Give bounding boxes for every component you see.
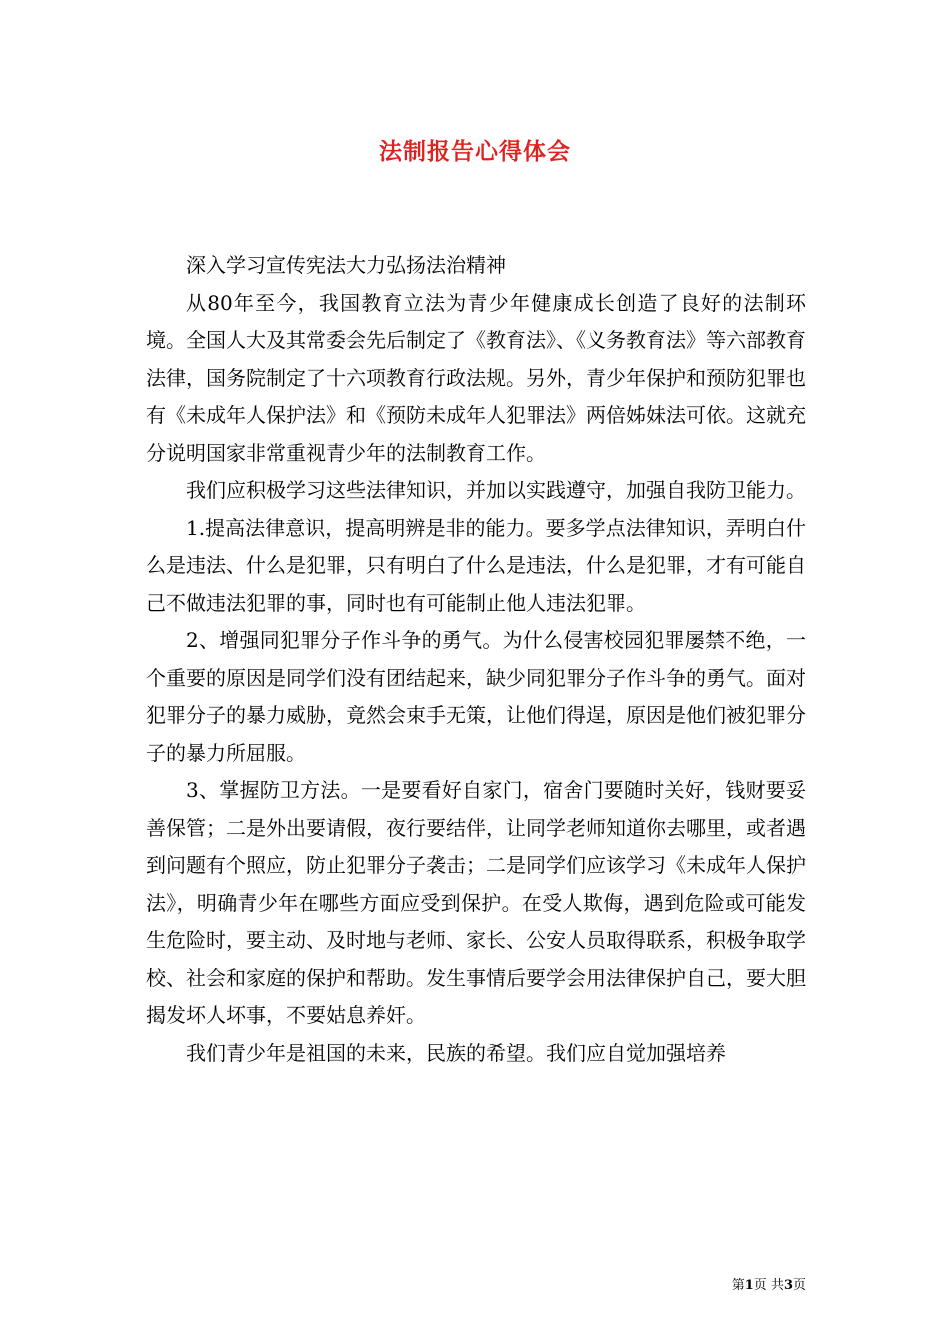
paragraph: 1.提高法律意识，提高明辨是非的能力。要多学点法律知识，弄明白什么是违法、什么是犯罪，只有明白了什么是违法，什么是犯罪，才有可能自己不做违法犯罪的事，同时也有可能制止他人违法犯罪。 — [146, 515, 806, 615]
paragraph: 2、增强同犯罪分子作斗争的勇气。为什么侵害校园犯罪屡禁不绝，一个重要的原因是同学们没有团结起来，缺少同犯罪分子作斗争的勇气。面对犯罪分子的暴力威胁，竟然会束手无策，让他们得逞，原因是他们被犯罪分子的暴力所屈服。 — [146, 628, 806, 765]
page-footer — [0, 1274, 806, 1293]
paragraph: 我们青少年是祖国的未来，民族的希望。我们应自觉加强培养 — [186, 1040, 726, 1065]
document-body — [146, 247, 806, 1072]
document-title: 法制报告心得体会 — [379, 138, 571, 165]
paragraph: 从80年至今，我国教育立法为青少年健康成长创造了良好的法制环境。全国人大及其常委会先后制定了《教育法》、《义务教育法》等六部教育法律，国务院制定了十六项教育行政法规。另外，青少年保护和预防犯罪也有《未成年人保护法》和《预防未成年人犯罪法》两倍姊妹法可依。这就充分说明国家非常重视青少年的法制教育工作。 — [146, 290, 806, 465]
page-number-middle: 页 共 — [753, 1278, 784, 1293]
current-page-number: 1 — [744, 1278, 754, 1293]
total-page-number: 3 — [783, 1278, 793, 1293]
page-number-suffix: 页 — [792, 1278, 806, 1293]
paragraph: 3、掌握防卫方法。一是要看好自家门，宿舍门要随时关好，钱财要妥善保管；二是外出要请假，夜行要结伴，让同学老师知道你去哪里，或者遇到问题有个照应，防止犯罪分子袭击；二是同学们应该学习《未成年人保护法》，明确青少年在哪些方面应受到保护。在受人欺侮，遇到危险或可能发生危险时，要主动、及时地与老师、家长、公安人员取得联系，积极争取学校、社会和家庭的保护和帮助。发生事情后要学会用法律保护自己，要大胆揭发坏人坏事，不要姑息养奸。 — [146, 778, 806, 1027]
paragraph: 我们应积极学习这些法律知识，并加以实践遵守，加强自我防卫能力。 — [186, 478, 806, 502]
page-number-prefix: 第 — [731, 1278, 745, 1293]
paragraph: 深入学习宣传宪法大力弘扬法治精神 — [186, 253, 506, 277]
